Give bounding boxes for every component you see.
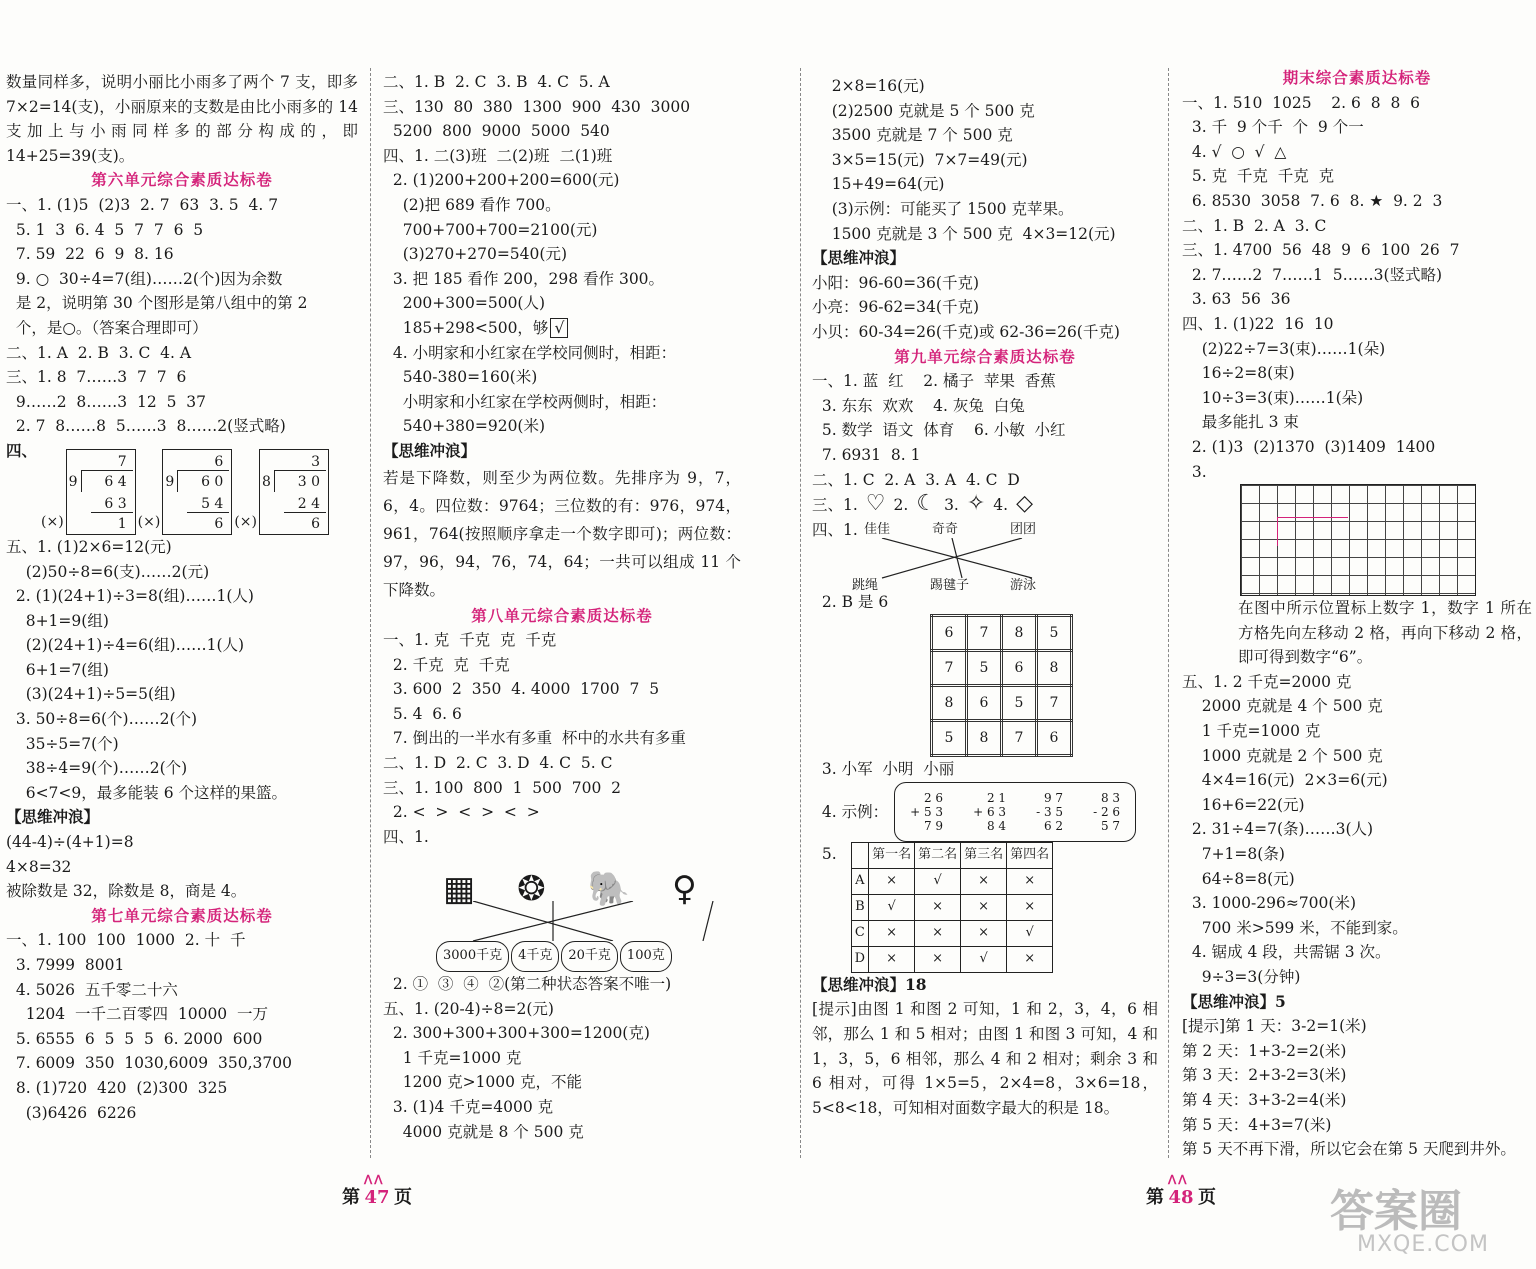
grid-cell: 6: [1002, 651, 1037, 686]
final-a-line: (2)22÷7=3(束)……1(朵): [1182, 339, 1386, 358]
unit6b-line: 3. 50÷8=6(个)……2(个): [6, 710, 198, 729]
division-item: [234, 449, 329, 535]
grid-cell: 7: [932, 651, 967, 686]
unit6b-line: 五、1. (1)2×6=12(元): [6, 537, 172, 556]
unit6b-line: 8+1=9(组): [6, 611, 109, 630]
shape-symbol: ✧: [966, 492, 986, 517]
unit8-line: 一、1. 克 千克 克 千克: [383, 631, 557, 650]
grid-cell: 5: [1002, 686, 1037, 721]
unit7-line: 1204 一千二百零四 10000 一万: [6, 1005, 269, 1024]
final-c-line: 2. 31÷4=7(条)……3(人): [1182, 820, 1374, 839]
unit8-line: 2. < > < > < >: [383, 803, 540, 822]
page-suffix: 页: [1198, 1187, 1216, 1208]
col2a-line: 540-380=160(米): [383, 368, 538, 387]
rank-cell: ×: [915, 920, 961, 946]
think-answers-1: [6, 830, 358, 904]
think5-line: 第 2 天：1+3-2=2(米): [1182, 1041, 1347, 1060]
final-c-line: 64÷8=8(元): [1182, 869, 1295, 888]
weight-cloud: 20千克: [561, 941, 618, 972]
name-top-2: 奇奇: [932, 521, 959, 537]
column-3: [812, 74, 1158, 1120]
division-digit: 9: [68, 473, 78, 490]
col2a-line: 185+298<500，够 √: [383, 316, 741, 341]
unit9-line: 一、1. 蓝 红 2. 橘子 苹果 香蕉: [812, 372, 1056, 391]
unit9-title: 第九单元综合素质达标卷: [894, 346, 1076, 366]
divider-line: [800, 68, 801, 1158]
col3a-line: 3×5=15(元) 7×7=49(元): [812, 150, 1028, 169]
col2a-line: 3. 把 185 看作 200，298 看作 300。: [383, 269, 665, 288]
final-c-line: 1000 克就是 2 个 500 克: [1182, 746, 1383, 765]
name-top-1: 佳佳: [864, 521, 891, 537]
division-digit: 3: [311, 453, 320, 470]
unit6-line: 三、1. 8 7……3 7 7 6: [6, 368, 187, 387]
shape-label: 3.: [944, 496, 959, 515]
final-c-line: 9÷3=3(分钟): [1182, 968, 1301, 986]
division-digit: 6: [214, 453, 224, 470]
think5-line: [提示]第 1 天：3-2=1(米): [1182, 1017, 1367, 1036]
division-digit: 6 4: [104, 473, 127, 490]
think-answer-2: 若是下降数，则至少为两位数。先排序为 9，7，6，4。四位数：9764；三位数的有：976，974，961，764(按照顺序拿走一个数字即可)；两位数：97，96，94，76，74，64；一共可以组成 11 个下降数。: [383, 468, 741, 599]
sum-example: 8 3 - 2 6 5 7: [1093, 790, 1121, 833]
unit8-title: 第八单元综合素质达标卷: [471, 605, 653, 625]
col2a-line: 540+380=920(米): [383, 417, 546, 436]
think-heading-4: 【思维冲浪】18: [812, 974, 927, 994]
unit7-line: 3. 7999 8001: [6, 956, 125, 974]
division-mark: (×): [137, 514, 161, 531]
unit8-answers-b: [383, 972, 741, 1144]
unit8b-line: 4000 克就是 8 个 500 克: [383, 1122, 584, 1141]
rank-cell: ×: [961, 920, 1007, 946]
unit6b-line: 6+1=7(组): [6, 660, 109, 679]
grid-cell: 5: [967, 651, 1002, 686]
unit6b-line: 38÷4=9(个)……2(个): [6, 759, 188, 778]
weight-cloud: 3000千克: [436, 941, 509, 972]
shape-symbol: ◇: [1016, 492, 1034, 517]
q2-answer: 2. B 是 6: [812, 592, 889, 611]
unit8-line: 2. 千克 克 千克: [383, 655, 510, 674]
shape-label: 三、1.: [812, 496, 858, 515]
grid-cell: 8: [932, 686, 967, 721]
rank-cell: ×: [1007, 894, 1053, 920]
sum-example: 2 6 + 5 3 7 9: [910, 790, 944, 833]
q4-example-label: 4. 示例：: [812, 802, 889, 821]
division-digit: 6 3: [104, 495, 127, 512]
rank-cell: B: [851, 894, 868, 920]
grid-cell: 7: [1037, 686, 1072, 721]
unit8b-line: 五、1. (20-4)÷8=2(元): [383, 999, 554, 1018]
col2-answers-a: [383, 70, 741, 439]
unit7-line: 5. 6555 6 5 5 5 6. 2000 600: [6, 1029, 263, 1048]
think5-line: 第 5 天：4+3=7(米): [1182, 1115, 1332, 1134]
col2a-line: 小明家和小红家在学校两侧时，相距：: [383, 392, 667, 411]
unit6-line: 是 2，说明第 30 个图形是第八组中的第 2: [6, 294, 308, 313]
think5-line: 第 4 天：3+3-2=4(米): [1182, 1090, 1347, 1109]
unit6-line: 5. 1 3 6. 4 5 7 7 6 5: [6, 220, 204, 239]
final-c-line: 7+1=8(条): [1182, 845, 1285, 864]
unit6b-line: 6<7<9，最多能装 6 个这样的果篮。: [6, 783, 287, 802]
page-prefix: 第: [342, 1187, 360, 1208]
rank-cell: ×: [961, 868, 1007, 894]
think-answers-5: [1182, 1014, 1532, 1162]
unit6b-line: (2)50÷8=6(支)……2(元): [6, 562, 210, 581]
final-c-line: 1 千克=1000 克: [1182, 722, 1321, 741]
coordinate-grid: [1240, 484, 1476, 596]
col3a-line: 2×8=16(元): [812, 77, 925, 95]
division-digit: 6: [311, 515, 320, 532]
unit7-line: 8. (1)720 420 (2)300 325: [6, 1078, 228, 1097]
rank-cell: ×: [869, 868, 915, 894]
col2a-line: 4. 小明家和小红家在学校同侧时，相距：: [383, 343, 677, 362]
rank-header: 第四名: [1007, 842, 1053, 868]
check-box: √: [550, 318, 568, 338]
long-division-box: [259, 449, 329, 535]
rank-cell: ×: [961, 894, 1007, 920]
weight-cloud: 4千克: [511, 941, 559, 972]
unit8-line: 7. 倒出的一半水有多重 杯中的水共有多重: [383, 729, 686, 748]
rank-cell: A: [851, 868, 868, 894]
think-heading-3: 【思维冲浪】: [812, 248, 906, 268]
arrow-mark: [1277, 517, 1348, 546]
unit7-line: (3)6426 6226: [6, 1103, 137, 1122]
col2a-line: 三、130 80 380 1300 900 430 3000: [383, 97, 691, 116]
rank-row: [812, 842, 1158, 973]
col3a-line: 15+49=64(元): [812, 175, 945, 194]
final-a-line: 二、1. B 2. A 3. C: [1182, 216, 1327, 235]
unit6-line: 二、1. A 2. B 3. C 4. A: [6, 343, 192, 362]
final-a-line: 2. (1)3 (2)1370 (3)1409 1400: [1182, 437, 1436, 456]
rank-header: 第二名: [915, 842, 961, 868]
final-a-line: 四、1. (1)22 16 10: [1182, 314, 1334, 333]
q5-label: 5.: [812, 844, 837, 863]
watermark-url: MXQE.COM: [1357, 1232, 1489, 1257]
unit7-title: 第七单元综合素质达标卷: [91, 905, 273, 925]
rank-cell: ×: [915, 894, 961, 920]
final-c-line: 16+6=22(元): [1182, 795, 1305, 814]
grid-cell: 6: [932, 616, 967, 651]
rank-cell: C: [851, 920, 868, 946]
division-digit: 3 0: [297, 473, 320, 490]
unit7-line: 4. 5026 五千零二十六: [6, 980, 178, 999]
final-a-line: 三、1. 4700 56 48 9 6 100 26 7: [1182, 241, 1460, 260]
col2a-line: 5200 800 9000 5000 540: [383, 122, 610, 141]
final-a-line: 10÷3=3(束)……1(朵): [1182, 388, 1364, 407]
unit6-answers-b: [6, 535, 358, 806]
rank-header: 第三名: [961, 842, 1007, 868]
page-number-47: [342, 1183, 412, 1209]
unit9-answers: [812, 369, 1158, 492]
col2a-line: 700+700+700=2100(元): [383, 220, 598, 239]
col3a-line: (2)2500 克就是 5 个 500 克: [812, 101, 1035, 120]
intro-text: 数量同样多，说明小丽比小雨多了两个 7 支，即多 7×2=14(支)，小丽原来的支数是由比小雨多的 14 支加上与小雨同样多的部分构成的，即 14+25=39(支)。: [6, 73, 358, 165]
col2a-line: 2. (1)200+200+200=600(元): [383, 171, 620, 190]
col3-answers-a: [812, 74, 1158, 246]
grid-cell: 5: [932, 721, 967, 756]
final-answers-c: [1182, 670, 1532, 990]
final-c-line: 3. 1000-296≈700(米): [1182, 894, 1357, 913]
grid-cell: 5: [1037, 616, 1072, 651]
object-picture: ❂: [517, 868, 546, 909]
final-title: 期末综合素质达标卷: [1282, 68, 1432, 87]
name-bottom-3: 游泳: [1010, 577, 1037, 593]
unit7-line: 7. 6009 350 1030,6009 350,3700: [6, 1054, 292, 1073]
page-value: ᐱᐱ 48: [1164, 1187, 1198, 1208]
unit6b-line: 35÷5=7(个): [6, 734, 119, 753]
division-digit: 2 4: [297, 495, 320, 512]
page-prefix: 第: [1146, 1187, 1164, 1208]
grid-cell: 7: [1002, 721, 1037, 756]
unit8b-line: 1200 克>1000 克，不能: [383, 1073, 582, 1092]
division-digit: 6: [214, 515, 224, 532]
sum-examples-row: [812, 782, 1158, 842]
final-a-line: 3. 千 9 个千 个 9 个一: [1182, 118, 1364, 137]
think-heading-5: 【思维冲浪】5: [1182, 991, 1286, 1011]
weight-pictures: [443, 849, 741, 909]
final-a-line: 6. 8530 3058 7. 6 8. ★ 9. 2 3: [1182, 191, 1443, 210]
rank-table: [851, 842, 1054, 973]
long-division-box: [66, 449, 136, 535]
page-number-48: [1146, 1183, 1216, 1209]
rank-cell: ×: [869, 920, 915, 946]
shape-symbol: ♡: [865, 492, 886, 517]
think-answer-4: [提示]由图 1 和图 2 可知，1 和 2，3，4，6 相邻，那么 1 和 5 相对；由图 1 和图 3 可知，4 和 1，3，5，6 相邻，那么 4 和 2 相对；剩余 3 和 6 相对，可得 1×5=5，2×4=8，3×6=18，5<8<18，可知相对面数字最大的积是 18。: [812, 1000, 1158, 1117]
name-bottom-2: 踢毽子: [930, 577, 970, 593]
object-picture: ▦: [443, 868, 476, 909]
unit6-line: 一、1. (1)5 (2)3 2. 7 63 3. 5 4. 7: [6, 195, 279, 214]
column-1: [6, 70, 358, 1125]
division-mark: (×): [234, 514, 257, 531]
unit9-line: 二、1. C 2. A 3. A 4. C D: [812, 470, 1020, 489]
sum-example: 2 1 + 6 3 8 4: [973, 790, 1007, 833]
shape-label: 4.: [993, 496, 1009, 515]
grid-cell: 6: [1037, 721, 1072, 756]
think3-line: 小贝：60-34=26(千克)或 62-36=26(千克): [812, 322, 1120, 341]
unit8-line: 三、1. 100 800 1 500 700 2: [383, 778, 622, 797]
final-a-line: 4. √ ○ √ △: [1182, 142, 1287, 161]
division-row: [6, 439, 358, 535]
final-c-line: 4×4=16(元) 2×3=6(元): [1182, 771, 1388, 790]
final-a-line: 2. 7……2 7……1 5……3(竖式略): [1182, 265, 1443, 284]
col3a-line: (3)示例：可能买了 1500 克苹果。: [812, 199, 1074, 218]
division-digit: 8: [261, 473, 271, 490]
weight-clouds: [435, 941, 741, 972]
grid-cell: 6: [967, 686, 1002, 721]
rank-header: [851, 842, 868, 868]
sum-example: 9 7 - 3 5 6 2: [1036, 790, 1064, 833]
col3a-line: 1500 克就是 3 个 500 克 4×3=12(元): [812, 224, 1116, 243]
unit8-line: 二、1. D 2. C 3. D 4. C 5. C: [383, 754, 613, 773]
rank-cell: ×: [1007, 946, 1053, 972]
rank-cell: ×: [1007, 868, 1053, 894]
unit6-line: 2. 7 8……8 5……3 8……2(竖式略): [6, 417, 286, 436]
watermark-logo: 答案圈: [1330, 1186, 1462, 1237]
unit8-line: 3. 600 2 350 4. 4000 1700 7 5: [383, 680, 660, 699]
final-a-line: 3. 63 56 36: [1182, 290, 1291, 309]
unit6b-line: 2. (1)(24+1)÷3=8(组)……1(人): [6, 587, 254, 606]
page-value: ᐱᐱ 47: [360, 1187, 394, 1208]
think1-line: 4×8=32: [6, 857, 72, 876]
unit6-line: 9……2 8……3 12 5 37: [6, 392, 207, 411]
think1-line: (44-4)÷(4+1)=8: [6, 833, 134, 852]
object-picture: ♀: [671, 868, 697, 909]
column-2: [383, 70, 741, 1144]
name-bottom-1: 跳绳: [852, 577, 879, 593]
rank-cell: D: [851, 946, 868, 972]
think3-line: 小阳：96-60=36(千克): [812, 273, 979, 292]
col2a-line: 二、1. B 2. C 3. B 4. C 5. A: [383, 73, 610, 91]
unit8b-line: 3. (1)4 千克=4000 克: [383, 1098, 554, 1116]
col2a-line: (3)270+270=540(元): [383, 245, 567, 264]
rank-cell: √: [961, 946, 1007, 972]
unit9-line: 5. 数学 语文 体育 6. 小敏 小红: [812, 421, 1066, 440]
division-digit: 1: [117, 515, 127, 532]
magic-square: [930, 614, 1073, 757]
unit8-line: 四、1.: [383, 827, 429, 846]
unit9-line: 3. 东东 欢欢 4. 灰兔 白兔: [812, 396, 1025, 415]
q4-label: 四、1.: [812, 520, 858, 539]
final-a-line: 5. 克 千克 千克 克: [1182, 167, 1335, 186]
division-mark: (×): [41, 514, 64, 531]
grid-cell: 7: [967, 616, 1002, 651]
rank-cell: √: [869, 894, 915, 920]
division-digit: 6 0: [201, 473, 224, 490]
grid-cell: 8: [1002, 616, 1037, 651]
think-heading-1: 【思维冲浪】: [6, 807, 100, 827]
unit6b-line: (3)(24+1)÷5=5(组): [6, 685, 176, 704]
unit7-line: 一、1. 100 100 1000 2. 十 千: [6, 931, 246, 950]
unit9-line: 7. 6931 8. 1: [812, 445, 921, 464]
final-c-line: 4. 锯成 4 段，共需锯 3 次。: [1182, 943, 1391, 962]
unit8b-line: 2. 300+300+300+300=1200(克): [383, 1024, 650, 1043]
final-c-line: 2000 克就是 4 个 500 克: [1182, 697, 1383, 716]
sum-examples: [894, 782, 1136, 842]
think3-line: 小亮：96-62=34(千克): [812, 298, 979, 317]
think1-line: 被除数是 32，除数是 8，商是 4。: [6, 882, 247, 901]
page-suffix: 页: [394, 1187, 412, 1208]
rank-header: 第一名: [869, 842, 915, 868]
col3a-line: 3500 克就是 7 个 500 克: [812, 126, 1013, 145]
name-matching: [812, 518, 1158, 593]
long-division-box: [162, 449, 232, 535]
shape-symbol: ☾: [916, 492, 937, 517]
unit6b-line: (2)(24+1)÷4=6(组)……1(人): [6, 636, 245, 655]
col2a-line: (2)把 689 看作 700。: [383, 195, 561, 214]
final-c-line: 五、1. 2 千克=2000 克: [1182, 672, 1352, 691]
shape-answers: [812, 492, 1158, 518]
object-picture: 🐘: [587, 868, 630, 909]
division-label: 四、: [6, 440, 38, 460]
final-answers-a: [1182, 91, 1532, 485]
think5-line: 第 3 天：2+3-2=3(米): [1182, 1066, 1347, 1085]
think5-line: 第 5 天不再下滑，所以它会在第 5 天爬到井外。: [1182, 1140, 1516, 1159]
division-digit: 9: [165, 473, 175, 490]
unit8b-line: 1 千克=1000 克: [383, 1048, 522, 1067]
unit6-line: 7. 59 22 6 9 8. 16: [6, 245, 174, 264]
unit6-title: 第六单元综合素质达标卷: [91, 170, 273, 190]
think-answers-3: [812, 271, 1158, 345]
grid-cell: 8: [967, 721, 1002, 756]
rank-cell: √: [915, 868, 961, 894]
final-c-line: 700 米>599 米，不能到家。: [1182, 918, 1408, 937]
col2a-line: 四、1. 二(3)班 二(2)班 二(1)班: [383, 146, 613, 165]
unit7-answers: [6, 928, 358, 1125]
grid-cell: 8: [1037, 651, 1072, 686]
final-a-line: 3.: [1182, 462, 1207, 481]
unit8-answers: [383, 628, 741, 849]
name-top-3: 团团: [1010, 521, 1037, 537]
shape-label: 2.: [893, 496, 909, 515]
unit8b-line: 2. ① ③ ④ ②(第二种状态答案不唯一): [383, 975, 672, 994]
divider-line: [1168, 68, 1169, 1158]
division-digit: 5 4: [201, 495, 224, 512]
division-item: [138, 449, 233, 535]
final-answer-b: 在图中所示位置标上数字 1，数字 1 所在方格先向左移动 2 格，再向下移动 2 格，即可得到数字“6”。: [1238, 599, 1532, 667]
col2a-line: 200+300=500(人): [383, 294, 546, 313]
unit6-answers: [6, 193, 358, 439]
think-heading-2: 【思维冲浪】: [383, 440, 477, 460]
unit8-line: 5. 4 6. 6: [383, 704, 462, 723]
unit6-line: 9. ○ 30÷4=7(组)……2(个)因为余数: [6, 269, 283, 288]
rank-cell: ×: [869, 946, 915, 972]
unit6-line: 个，是○。（答案合理即可）: [6, 318, 208, 337]
name-lines: [852, 538, 1092, 582]
rank-cell: ×: [915, 946, 961, 972]
final-a-line: 一、1. 510 1025 2. 6 8 8 6: [1182, 93, 1421, 112]
division-digit: 7: [117, 453, 127, 470]
q3-answer: 3. 小军 小明 小丽: [812, 760, 955, 779]
rank-cell: √: [1007, 920, 1053, 946]
column-4: [1182, 66, 1532, 1162]
weight-cloud: 100克: [620, 941, 672, 972]
division-item: [41, 449, 136, 535]
final-a-line: 最多能扎 3 束: [1182, 413, 1299, 432]
final-a-line: 16÷2=8(束): [1182, 364, 1295, 383]
divider-line: [370, 68, 371, 1158]
